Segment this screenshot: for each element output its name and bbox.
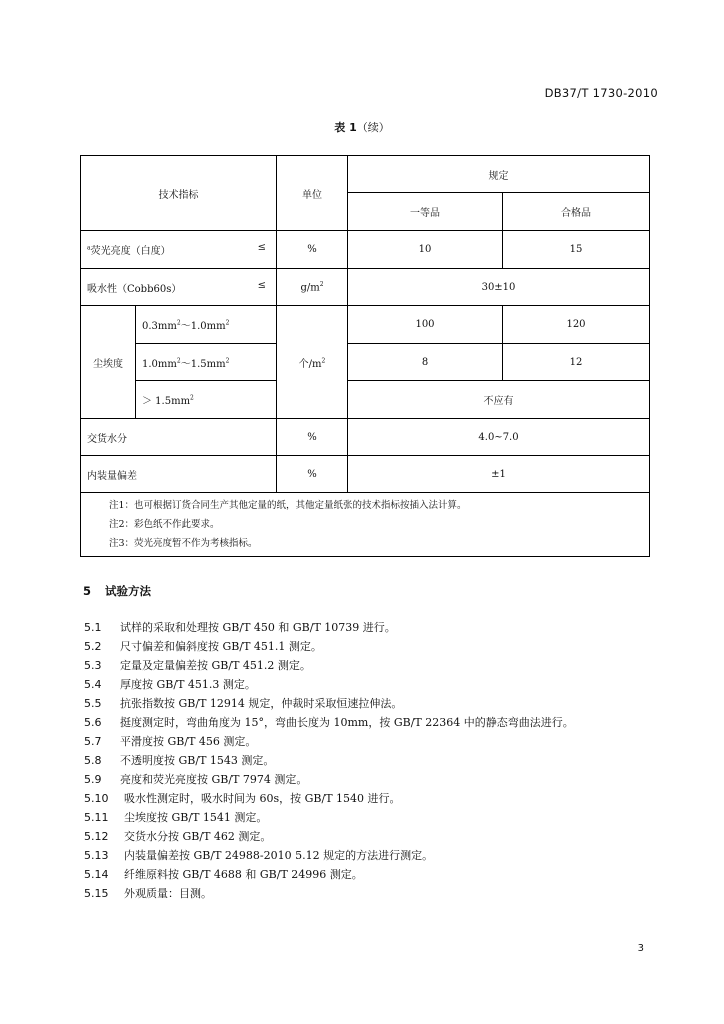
- item-number: 5.7: [84, 735, 102, 748]
- dust-unit: [277, 306, 348, 419]
- section-title: 试验方法: [105, 584, 151, 598]
- item-number: 5.8: [84, 754, 102, 767]
- range-start: 1.0mm: [142, 358, 177, 370]
- range-end-sup: 2: [225, 319, 230, 327]
- dust-size-range: [136, 381, 277, 419]
- table-notes: [81, 493, 650, 557]
- row-grade2-value: 15: [503, 231, 650, 269]
- item-text: 挺度测定时，弯曲角度为 15°，弯曲长度为 10mm，按 GB/T 22364 中的静态弯曲法进行。: [120, 716, 574, 729]
- item-number: 5.5: [84, 697, 102, 710]
- footnote-marker: a: [87, 244, 91, 252]
- range-end-sup: 2: [225, 357, 230, 365]
- header-grade1: 一等品: [348, 193, 503, 231]
- item-text: 定量及定量偏差按 GB/T 451.2 测定。: [120, 659, 311, 672]
- spec-table: [80, 155, 650, 557]
- range-start: ＞ 1.5mm: [142, 396, 191, 407]
- item-number: 5.11: [84, 811, 109, 824]
- table-row: [81, 344, 650, 381]
- table-caption-continued: （续）: [356, 121, 390, 134]
- table-notes-row: [81, 493, 650, 557]
- row-label-text: 吸水性（Cobb60s）: [87, 283, 182, 295]
- table-row: [81, 419, 650, 456]
- row-unit: %: [277, 456, 348, 493]
- item-number: 5.12: [84, 830, 109, 843]
- section-number: 5: [83, 584, 92, 598]
- header-unit: 单位: [277, 156, 348, 231]
- row-grade1-value: 100: [348, 306, 503, 344]
- list-item: [84, 657, 664, 676]
- table-caption: [0, 119, 724, 135]
- row-unit: %: [277, 231, 348, 269]
- row-unit: %: [277, 419, 348, 456]
- item-text: 尘埃度按 GB/T 1541 测定。: [124, 811, 268, 824]
- range-start-sup: 2: [176, 357, 181, 365]
- table-row: [81, 456, 650, 493]
- header-grade2: 合格品: [503, 193, 650, 231]
- row-label: 内装量偏差: [81, 456, 277, 493]
- row-value: 不应有: [348, 381, 650, 419]
- table-header-row: [81, 156, 650, 193]
- list-item: [84, 619, 664, 638]
- list-item: [84, 847, 664, 866]
- table-note: 注2：彩色纸不作此要求。: [109, 519, 220, 530]
- range-start: 0.3mm: [142, 321, 177, 332]
- item-number: 5.3: [84, 659, 102, 672]
- item-number: 5.6: [84, 716, 102, 729]
- item-number: 5.1: [84, 621, 102, 634]
- item-text: 交货水分按 GB/T 462 测定。: [124, 830, 272, 843]
- row-grade1-value: 10: [348, 231, 503, 269]
- row-label: [81, 269, 277, 306]
- inequality-sign: ≤: [257, 279, 266, 291]
- row-grade2-value: 120: [503, 306, 650, 344]
- dust-size-range: [136, 344, 277, 381]
- row-unit: [277, 269, 348, 306]
- row-label-text: 荧光亮度（白度）: [90, 246, 171, 257]
- test-method-list: [84, 619, 664, 904]
- dust-label: 尘埃度: [81, 306, 136, 419]
- item-number: 5.15: [84, 887, 109, 900]
- inequality-sign: ≤: [257, 242, 266, 253]
- table-row: [81, 381, 650, 419]
- item-text: 纤维原料按 GB/T 4688 和 GB/T 24996 测定。: [124, 868, 363, 881]
- item-text: 抗张指数按 GB/T 12914 规定，仲裁时采取恒速拉伸法。: [120, 697, 403, 710]
- list-item: [84, 752, 664, 771]
- table-row: [81, 269, 650, 306]
- item-number: 5.9: [84, 773, 102, 786]
- list-item: [84, 809, 664, 828]
- row-grade2-value: 12: [503, 344, 650, 381]
- item-text: 厚度按 GB/T 451.3 测定。: [120, 678, 256, 691]
- unit-superscript: 2: [321, 357, 326, 365]
- unit-base: g/m: [300, 282, 320, 294]
- table-note: 注3：荧光亮度暂不作为考核指标。: [109, 538, 258, 549]
- list-item: [84, 695, 664, 714]
- item-text: 内装量偏差按 GB/T 24988-2010 5.12 规定的方法进行测定。: [124, 849, 434, 862]
- item-text: 吸水性测定时，吸水时间为 60s，按 GB/T 1540 进行。: [124, 792, 401, 805]
- item-text: 平滑度按 GB/T 456 测定。: [120, 735, 257, 748]
- standard-code: DB37/T 1730-2010: [544, 86, 658, 100]
- item-text: 试样的采取和处理按 GB/T 450 和 GB/T 10739 进行。: [120, 621, 396, 634]
- item-number: 5.14: [84, 868, 109, 881]
- row-label: 交货水分: [81, 419, 277, 456]
- list-item: [84, 733, 664, 752]
- item-text: 亮度和荧光亮度按 GB/T 7974 测定。: [120, 773, 308, 786]
- range-start-sup: 2: [190, 394, 194, 402]
- row-value: 30±10: [348, 269, 650, 306]
- unit-superscript: 2: [319, 280, 324, 288]
- item-text: 不透明度按 GB/T 1543 测定。: [120, 754, 275, 767]
- page-number: 3: [637, 943, 644, 954]
- table-note: 注1：也可根据订货合同生产其他定量的纸，其他定量纸张的技术指标按插入法计算。: [109, 500, 467, 511]
- table-caption-number: 表 1: [334, 121, 357, 134]
- list-item: [84, 866, 664, 885]
- range-end: 1.5mm: [190, 358, 226, 370]
- range-end: 1.0mm: [190, 321, 226, 332]
- item-text: 尺寸偏差和偏斜度按 GB/T 451.1 测定。: [120, 640, 322, 653]
- list-item: [84, 885, 664, 904]
- range-start-sup: 2: [176, 319, 181, 327]
- range-separator: ～: [180, 321, 191, 332]
- list-item: [84, 638, 664, 657]
- table-row: [81, 231, 650, 269]
- header-spec: 规定: [348, 156, 650, 193]
- row-value: ±1: [348, 456, 650, 493]
- row-value: 4.0~7.0: [348, 419, 650, 456]
- range-separator: ～: [180, 358, 191, 370]
- list-item: [84, 828, 664, 847]
- item-number: 5.2: [84, 640, 102, 653]
- row-grade1-value: 8: [348, 344, 503, 381]
- item-text: 外观质量：目测。: [124, 887, 212, 900]
- list-item: [84, 771, 664, 790]
- header-indicator: 技术指标: [81, 156, 277, 231]
- unit-base: 个/m: [298, 358, 322, 370]
- dust-size-range: [136, 306, 277, 344]
- list-item: [84, 790, 664, 809]
- item-number: 5.10: [84, 792, 109, 805]
- item-number: 5.13: [84, 849, 109, 862]
- table-row: [81, 306, 650, 344]
- list-item: [84, 676, 664, 695]
- section-heading: [83, 583, 151, 599]
- item-number: 5.4: [84, 678, 102, 691]
- list-item: [84, 714, 664, 733]
- row-label: [81, 231, 277, 269]
